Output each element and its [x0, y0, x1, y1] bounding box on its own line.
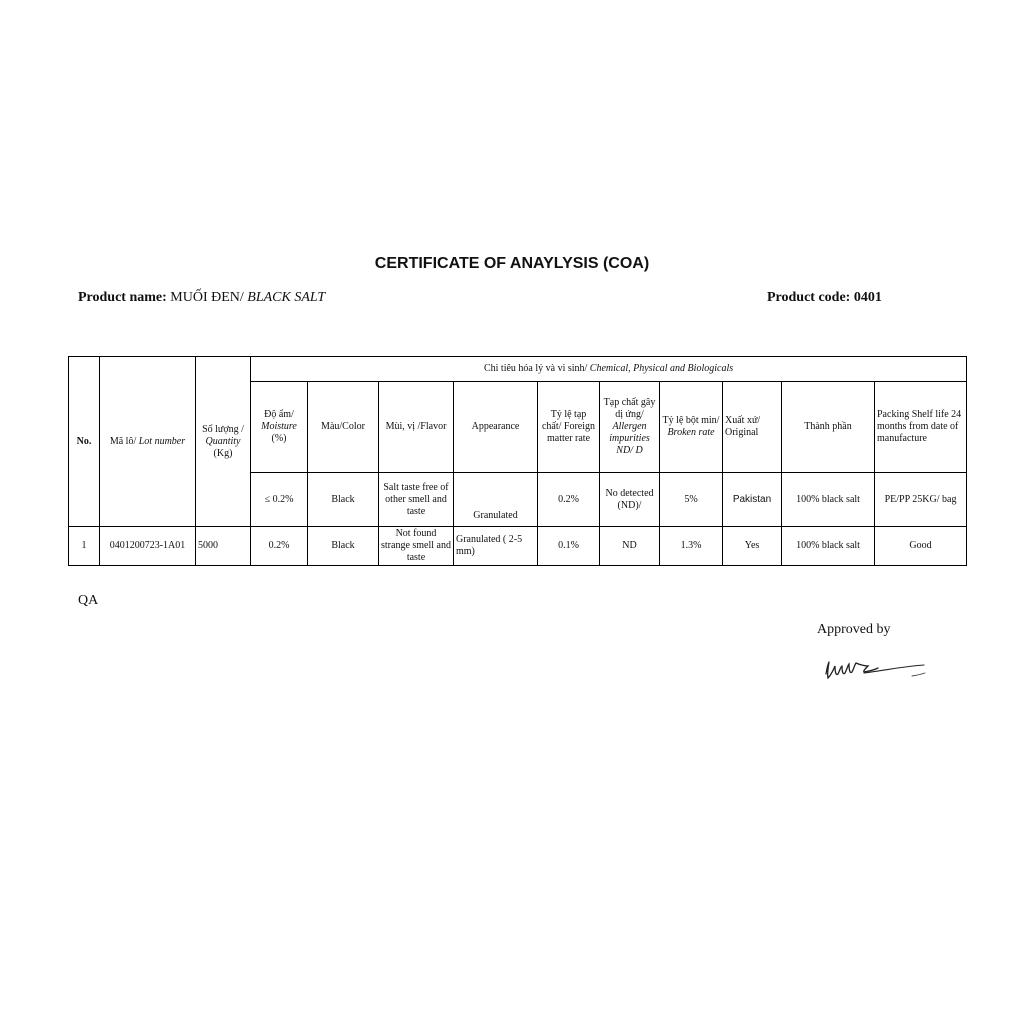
product-code-label: Product code:: [767, 290, 851, 305]
std-foreign: 0.2%: [538, 473, 600, 527]
cell-appearance: Granulated ( 2-5 mm): [454, 527, 538, 566]
col-header-allergen-vi: Tạp chất gây dị ứng/: [603, 397, 656, 420]
std-flavor: Salt taste free of other smell and taste: [379, 473, 454, 527]
col-header-no: No.: [69, 357, 100, 527]
std-color: Black: [308, 473, 379, 527]
product-name: [78, 290, 325, 306]
cell-qty: 5000: [196, 527, 251, 566]
product-code-value: 0401: [853, 290, 882, 305]
table-row: [69, 527, 967, 566]
cell-broken: 1.3%: [660, 527, 723, 566]
cell-origin: Yes: [723, 527, 782, 566]
col-header-moisture-vi: Độ ẩm/: [264, 409, 294, 420]
col-header-broken-vi: Tỷ lệ bột min/: [662, 415, 720, 426]
col-group-header: [251, 357, 967, 382]
qa-label: QA: [78, 593, 99, 608]
col-header-allergen: [600, 382, 660, 473]
col-header-foreign: Tỷ lệ tạp chất/ Foreign matter rate: [538, 382, 600, 473]
col-header-qty-vi: Số lượng /: [202, 423, 244, 435]
col-group-header-vi: Chi tiêu hóa lý và vi sinh/: [483, 363, 588, 374]
product-name-label: Product name:: [78, 290, 167, 305]
col-header-appearance: Appearance: [454, 382, 538, 473]
cell-foreign: 0.1%: [538, 527, 600, 566]
signature-image: [818, 654, 928, 686]
cell-lot: 0401200723-1A01: [100, 527, 196, 566]
col-header-lot-en: Lot number: [138, 435, 186, 447]
col-header-allergen-en: Allergen impurities ND/ D: [609, 421, 650, 456]
col-header-moisture: [251, 382, 308, 473]
std-origin: Pakistan: [723, 473, 782, 527]
col-header-moisture-en: Moisture: [261, 421, 297, 432]
col-header-flavor: Mùi, vị /Flavor: [379, 382, 454, 473]
col-header-color: Màu/Color: [308, 382, 379, 473]
col-header-composition: Thành phần: [782, 382, 875, 473]
col-header-qty-unit: (Kg): [213, 447, 233, 459]
document-title: CERTIFICATE OF ANAYLYSIS (COA): [374, 255, 650, 272]
col-header-qty-en: Quantity: [205, 435, 241, 447]
std-appearance: Granulated: [454, 473, 538, 527]
signature-name-fragment: [795, 694, 935, 700]
col-header-origin: Xuất xứ/ Original: [723, 382, 782, 473]
product-name-vi: MUỐI ĐEN/: [170, 290, 244, 305]
cell-color: Black: [308, 527, 379, 566]
table-group-header-row: [69, 357, 967, 382]
cell-no: 1: [69, 527, 100, 566]
product-code: [767, 290, 882, 306]
coa-table: [68, 356, 967, 566]
col-header-qty: [196, 357, 251, 527]
cell-flavor: Not found strange smell and taste: [379, 527, 454, 566]
std-allergen: No detected (ND)/: [600, 473, 660, 527]
col-group-header-en: Chemical, Physical and Biologicals: [589, 363, 734, 374]
col-header-broken-en: Broken rate: [667, 427, 715, 438]
approved-by-label: Approved by: [817, 622, 891, 637]
std-packing: PE/PP 25KG/ bag: [875, 473, 967, 527]
std-broken: 5%: [660, 473, 723, 527]
product-name-en: BLACK SALT: [247, 290, 326, 305]
col-header-lot: [100, 357, 196, 527]
cell-moisture: 0.2%: [251, 527, 308, 566]
col-header-lot-vi: Mã lô/: [109, 435, 137, 447]
col-header-broken: [660, 382, 723, 473]
col-header-moisture-unit: (%): [271, 433, 287, 444]
col-header-packing: Packing Shelf life 24 months from date of manufacture: [875, 382, 967, 473]
cell-composition: 100% black salt: [782, 527, 875, 566]
cell-packing: Good: [875, 527, 967, 566]
std-composition: 100% black salt: [782, 473, 875, 527]
cell-allergen: ND: [600, 527, 660, 566]
std-moisture: ≤ 0.2%: [251, 473, 308, 527]
